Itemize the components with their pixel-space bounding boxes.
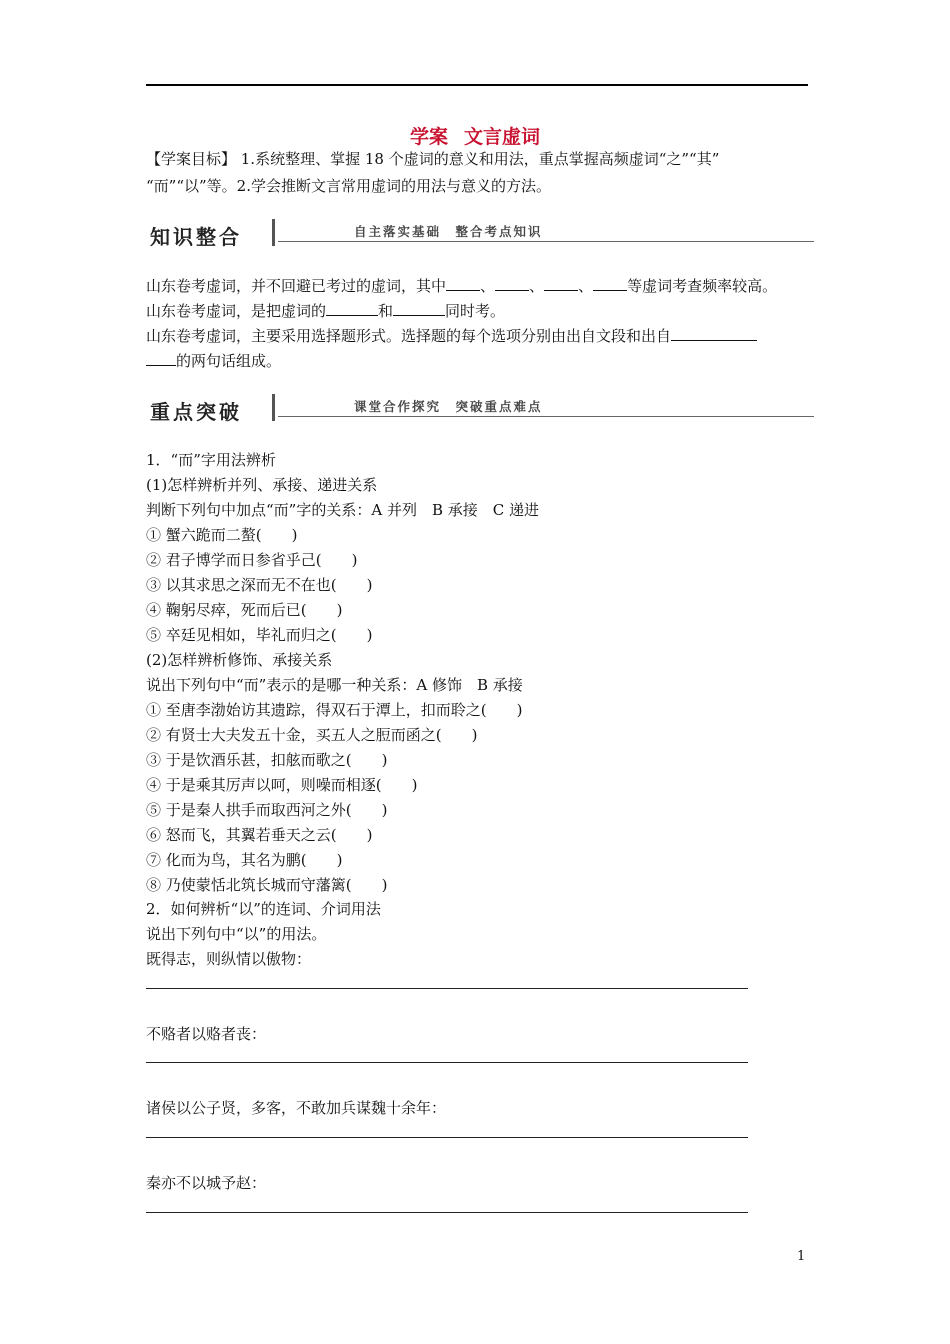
fill-blank[interactable]	[593, 276, 627, 291]
section-tag: 重点突破	[150, 400, 242, 424]
question-item: ⑦ 化而为鸟，其名为鹏( )	[146, 851, 343, 869]
question-item: ② 有贤士大夫发五十金，买五人之脰而函之( )	[146, 726, 478, 744]
question-item: ⑥ 怒而飞，其翼若垂天之云( )	[146, 826, 373, 844]
text: 同时考。	[445, 302, 506, 320]
question-item: ④ 于是乘其厉声以呵，则噪而相逐( )	[146, 776, 418, 794]
separator: 、	[578, 277, 594, 295]
content-line: 说出下列句中“以”的用法。	[146, 925, 327, 943]
knowledge-line-2	[146, 301, 505, 321]
header-rule	[146, 84, 808, 86]
question-item: 不赂者以赂者丧：	[146, 1025, 267, 1043]
question-item: ② 君子博学而日参省乎己( )	[146, 551, 358, 569]
banner-rule	[278, 416, 814, 417]
content-line: 说出下列句中“而”表示的是哪一种关系：A 修饰 B 承接	[146, 676, 523, 694]
content-line: 判断下列句中加点“而”字的关系：A 并列 B 承接 C 递进	[146, 501, 539, 519]
text: 等虚词考查频率较高。	[627, 277, 778, 295]
separator: 、	[529, 277, 545, 295]
question-item: ⑤ 卒廷见相如，毕礼而归之( )	[146, 626, 373, 644]
text: 的两句话组成。	[176, 352, 282, 370]
knowledge-line-3	[146, 326, 757, 346]
fill-blank[interactable]	[326, 301, 378, 316]
fill-blank[interactable]	[446, 276, 480, 291]
question-item: 诸侯以公子贤，多客，不敢加兵谋魏十余年：	[146, 1099, 447, 1117]
fill-blank[interactable]	[146, 351, 176, 366]
question-item: 既得志，则纵情以傲物：	[146, 950, 312, 968]
content-line: 2．如何辨析“以”的连词、介词用法	[146, 900, 381, 918]
banner-rule	[278, 241, 814, 242]
text: 和	[378, 302, 394, 320]
question-item: ① 至唐李渤始访其遗踪，得双石于潭上，扣而聆之( )	[146, 701, 523, 719]
section-banner-key-points	[146, 394, 814, 424]
banner-bar	[272, 219, 275, 246]
separator: 、	[480, 277, 496, 295]
question-item: ⑤ 于是秦人拱手而取西河之外( )	[146, 801, 388, 819]
fill-blank[interactable]	[393, 301, 445, 316]
page-title	[0, 122, 950, 149]
question-item: ⑧ 乃使蒙恬北筑长城而守藩篱( )	[146, 876, 388, 894]
content-line: (2)怎样辨析修饰、承接关系	[146, 651, 333, 669]
page-number: 1	[797, 1249, 806, 1264]
fill-blank[interactable]	[544, 276, 578, 291]
title-part1: 学案	[409, 126, 448, 148]
learning-goal-line-2: “而”“以”等。2.学会推断文言常用虚词的用法与意义的方法。	[146, 177, 551, 195]
answer-line[interactable]	[146, 988, 748, 989]
text: 山东卷考虚词，主要采用选择题形式。选择题的每个选项分别由出自文段和出自	[146, 327, 672, 345]
question-item: ③ 于是饮酒乐甚，扣舷而歌之( )	[146, 751, 388, 769]
text: 山东卷考虚词，并不回避已考过的虚词，其中	[146, 277, 447, 295]
banner-bar	[272, 394, 275, 421]
content-line: (1)怎样辨析并列、承接、递进关系	[146, 476, 378, 494]
section-subtitle: 课堂合作探究 突破重点难点	[354, 399, 543, 414]
knowledge-line-1	[146, 276, 777, 296]
title-part2: 文言虚词	[464, 126, 541, 148]
fill-blank[interactable]	[671, 326, 757, 341]
section-subtitle: 自主落实基础 整合考点知识	[354, 224, 543, 239]
content-line: 1．“而”字用法辨析	[146, 451, 276, 469]
answer-line[interactable]	[146, 1212, 748, 1213]
question-item: 秦亦不以城予赵：	[146, 1174, 267, 1192]
section-banner-knowledge	[146, 219, 814, 249]
text: 山东卷考虚词，是把虚词的	[146, 302, 327, 320]
section-tag: 知识整合	[150, 225, 242, 249]
question-item: ① 蟹六跪而二螯( )	[146, 526, 298, 544]
question-item: ④ 鞠躬尽瘁，死而后已( )	[146, 601, 343, 619]
answer-line[interactable]	[146, 1062, 748, 1063]
fill-blank[interactable]	[495, 276, 529, 291]
question-item: ③ 以其求思之深而无不在也( )	[146, 576, 373, 594]
answer-line[interactable]	[146, 1137, 748, 1138]
learning-goal-line-1: 【学案目标】 1.系统整理、掌握 18 个虚词的意义和用法，重点掌握高频虚词“之”“其”	[146, 150, 720, 168]
knowledge-line-4	[146, 351, 281, 371]
